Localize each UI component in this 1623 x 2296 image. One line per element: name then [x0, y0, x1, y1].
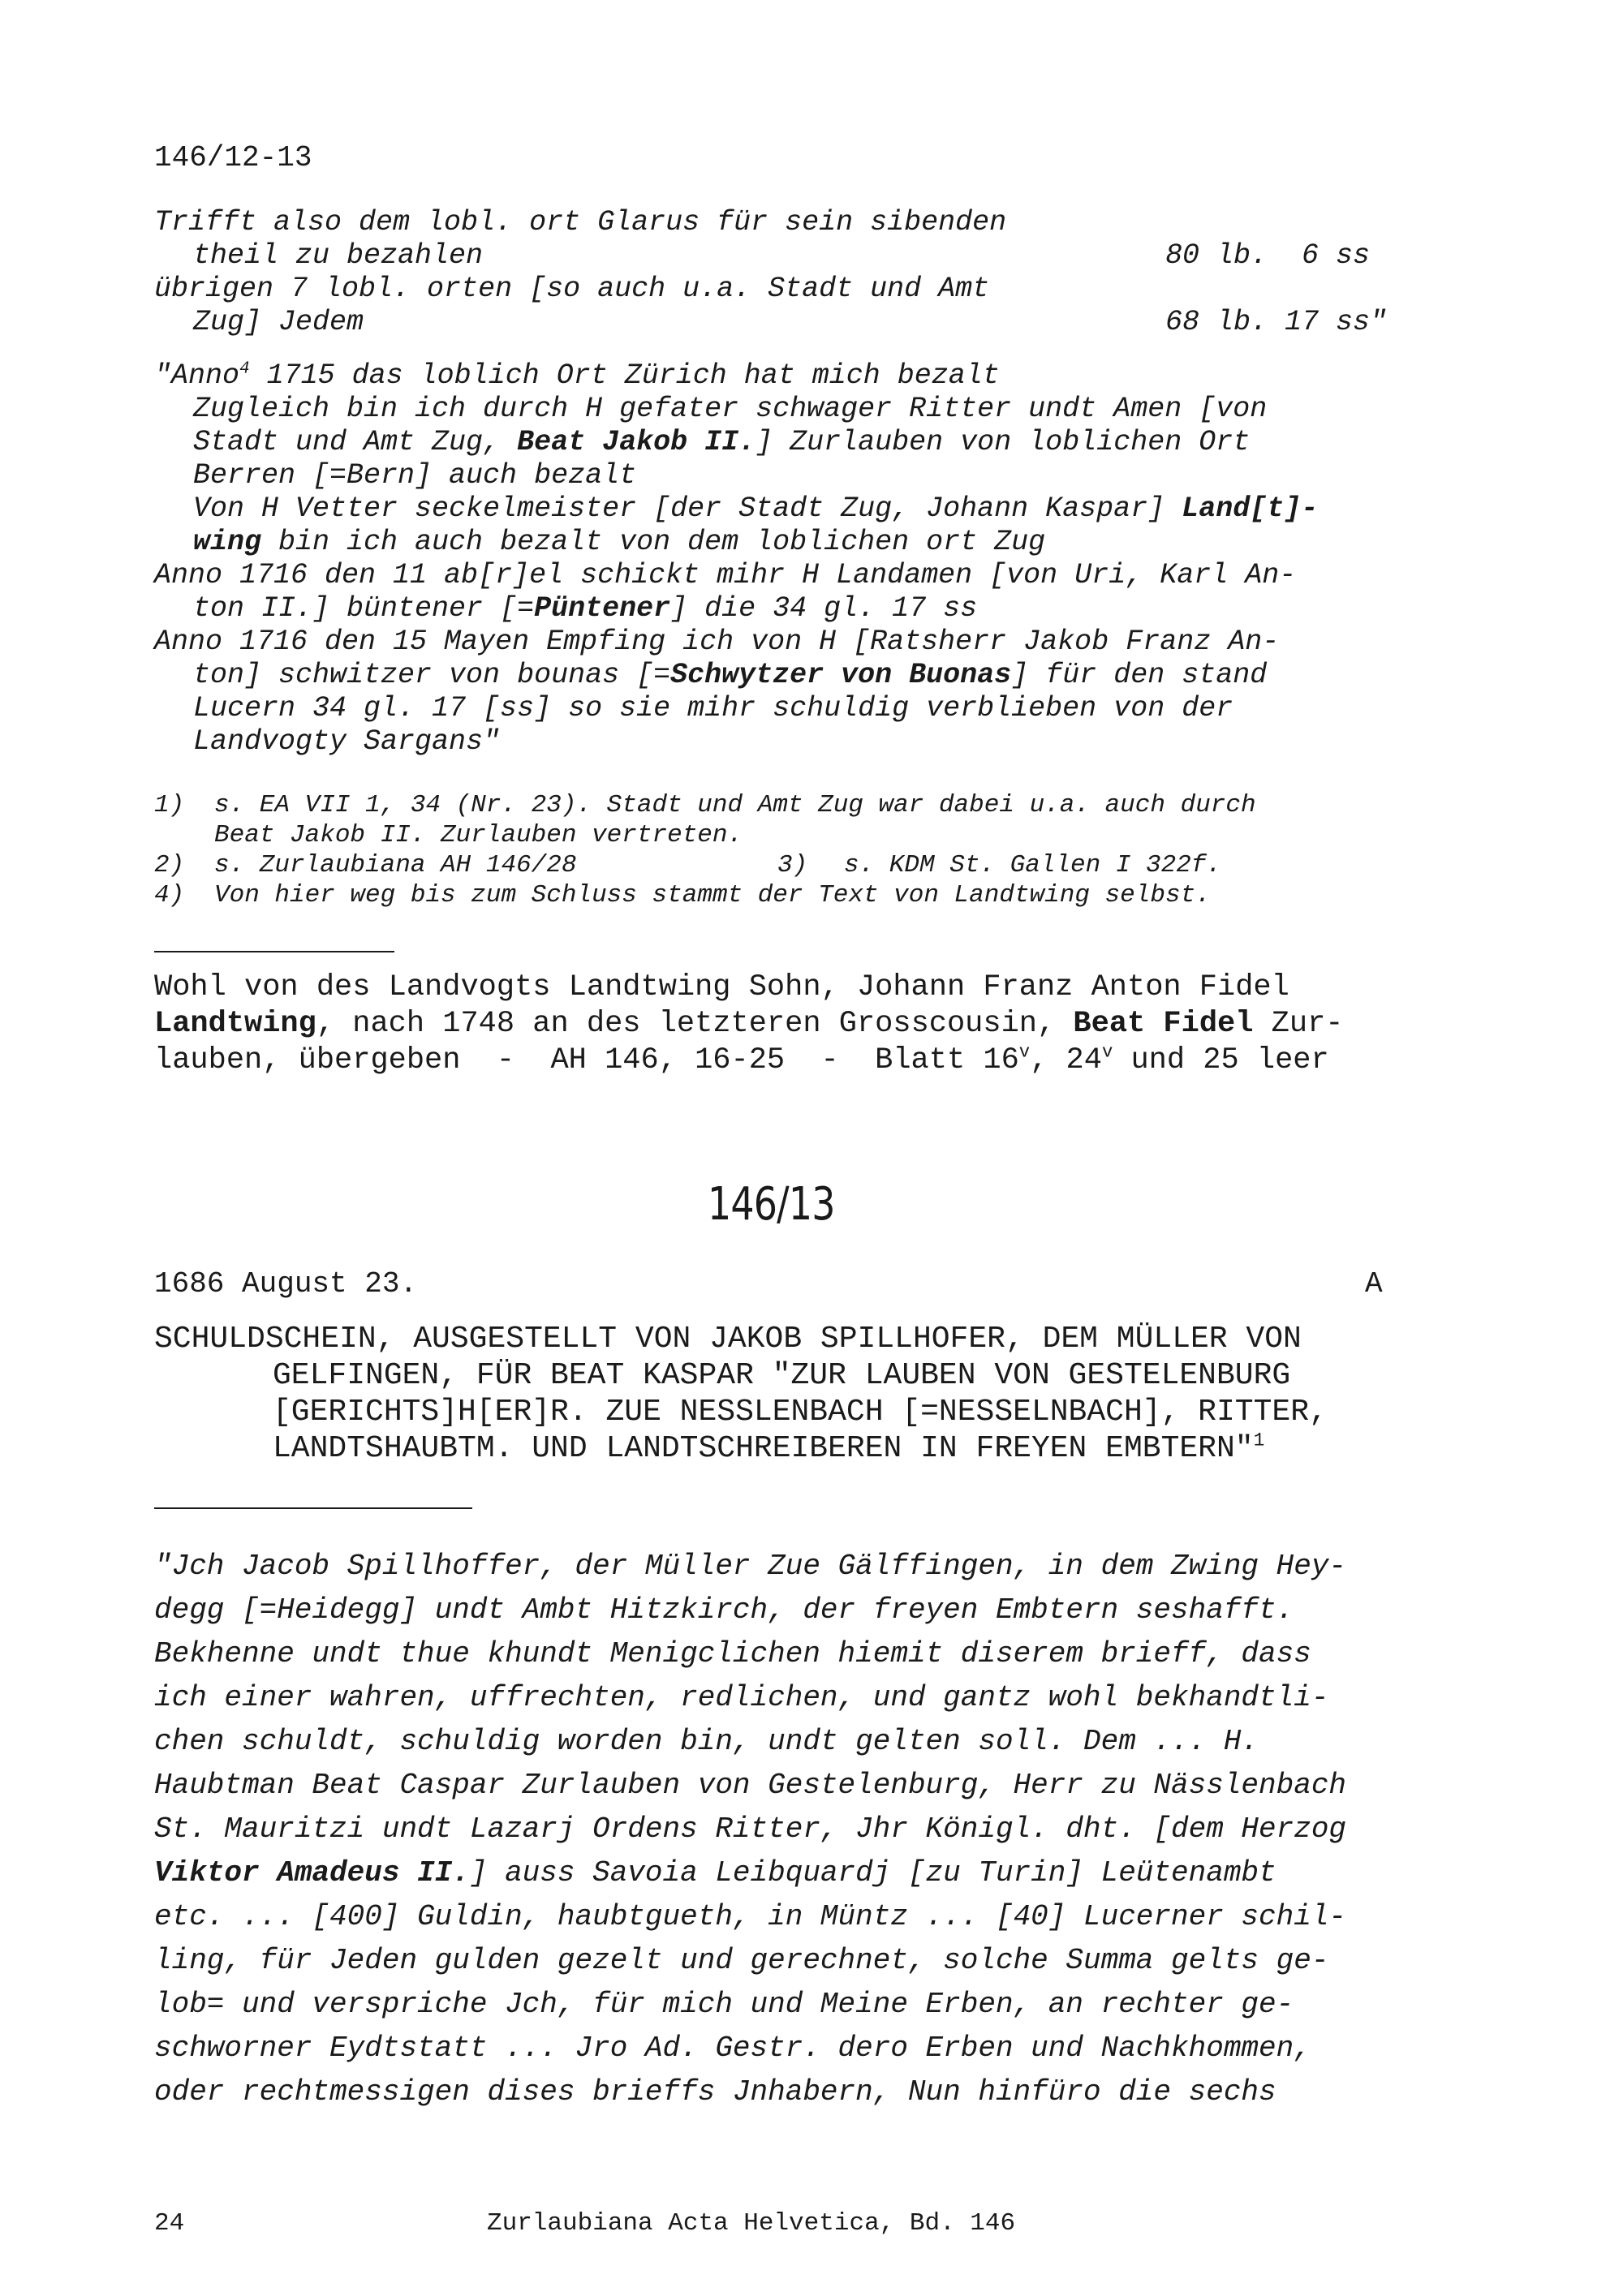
document-heading: GELFINGEN, FÜR BEAT KASPAR "ZUR LAUBEN VON GESTELENBURG [273, 1358, 1291, 1393]
footnote-text: s. EA VII 1, 34 (Nr. 23). Stadt und Amt Zug war dabei u.a. auch durch [214, 791, 1256, 819]
footnote-text: s. KDM St. Gallen I 322f. [844, 851, 1222, 879]
calc-row1-line2: theil zu bezahlen [193, 239, 484, 272]
body-line: lob= und verspriche Jch, für mich und Meine Erben, an rechter ge- [154, 1988, 1294, 2021]
body-line: chen schuldt, schuldig worden bin, undt gelten soll. Dem ... H. [154, 1725, 1259, 1758]
document-date: 1686 August 23. [154, 1267, 418, 1301]
publication-title: Zurlaubiana Acta Helvetica, Bd. 146 [487, 2209, 1016, 2238]
quote-line: Zugleich bin ich durch H gefater schwager Ritter undt Amen [von [193, 393, 1268, 425]
quote-line: ton II.] büntener [=Püntener] die 34 gl. 17 ss [193, 592, 978, 625]
footnote-number: 3) [777, 851, 808, 879]
page-ref: 146/12-13 [154, 141, 312, 174]
provenance-line: Wohl von des Landvogts Landtwing Sohn, Johann Franz Anton Fidel [154, 970, 1289, 1004]
document-mark: A [1365, 1267, 1383, 1301]
quote-line: wing bin ich auch bezalt von dem loblichen ort Zug [193, 526, 1046, 558]
section-title: 146/13 [708, 1178, 835, 1231]
provenance-line: lauben, übergeben - AH 146, 16-25 - Blatt 16$^v$, 24$^v$ und 25 leer [154, 1042, 1329, 1077]
quote-line: Landvogty Sargans" [193, 725, 501, 758]
quote-line: Anno 1716 den 15 Mayen Empfing ich von H [Ratsherr Jakob Franz An- [154, 626, 1280, 658]
body-line: Viktor Amadeus II.] auss Savoia Leibquardj [zu Turin] Leütenambt [154, 1856, 1276, 1890]
quote-line: Stadt und Amt Zug, Beat Jakob II.] Zurlauben von loblichen Ort [193, 426, 1251, 458]
body-line: Haubtman Beat Caspar Zurlauben von Gestelenburg, Herr zu Nässlenbach [154, 1769, 1347, 1802]
quote-line: ton] schwitzer von bounas [=Schwytzer von Buonas] für den stand [193, 659, 1268, 691]
footnote-number: 4) [154, 881, 185, 909]
calc-row1-line1: Trifft also dem lobl. ort Glarus für sein sibenden [154, 206, 1007, 239]
body-line: oder rechtmessigen dises brieffs Jnhabern, Nun hinfüro die sechs [154, 2075, 1276, 2109]
footnote-text: Von hier weg bis zum Schluss stammt der Text von Landtwing selbst. [214, 881, 1211, 909]
divider [154, 951, 394, 952]
quote-line: Anno 1716 den 11 ab[r]el schickt mihr H Landamen [von Uri, Karl An- [154, 559, 1297, 591]
document-heading: LANDTSHAUBTM. UND LANDTSCHREIBEREN IN FREYEN EMBTERN"$^1$ [273, 1430, 1265, 1466]
document-heading: [GERICHTS]H[ER]R. ZUE NESSLENBACH [=NESSELNBACH], RITTER, [273, 1395, 1328, 1430]
footnote-number: 2) [154, 851, 185, 879]
quote-line: "Anno$^4$ 1715 das loblich Ort Zürich hat mich bezalt [154, 359, 1000, 392]
calc-row2-amount: 68 lb. 17 ss" [1165, 306, 1388, 338]
quote-line: Von H Vetter seckelmeister [der Stadt Zug, Johann Kaspar] Land[t]- [193, 492, 1319, 525]
body-line: ich einer wahren, uffrechten, redlichen, und gantz wohl bekhandtli- [154, 1681, 1329, 1714]
footnote-text: Beat Jakob II. Zurlauben vertreten. [214, 821, 743, 849]
quote-line: Berren [=Bern] auch bezalt [193, 459, 637, 492]
calc-row2-line2: Zug] Jedem [193, 306, 364, 338]
body-line: St. Mauritzi undt Lazarj Ordens Ritter, Jhr Königl. dht. [dem Herzog [154, 1812, 1347, 1846]
divider [154, 1507, 472, 1509]
body-line: ling, für Jeden gulden gezelt und gerechnet, solche Summa gelts ge- [154, 1944, 1329, 1977]
provenance-line: Landtwing, nach 1748 an des letzteren Grosscousin, Beat Fidel Zur- [154, 1007, 1344, 1041]
calc-row1-amount: 80 lb. 6 ss [1165, 239, 1371, 272]
body-line: degg [=Heidegg] undt Ambt Hitzkirch, der freyen Embtern seshafft. [154, 1593, 1294, 1627]
body-line: etc. ... [400] Guldin, haubtgueth, in Müntz ... [40] Lucerner schil- [154, 1900, 1347, 1933]
footnote-text: s. Zurlaubiana AH 146/28 [214, 851, 577, 879]
footnote-number: 1) [154, 791, 185, 819]
page-number: 24 [154, 2209, 185, 2238]
body-line: Bekhenne undt thue khundt Menigclichen hiemit diserem brieff, dass [154, 1637, 1311, 1670]
body-line: schworner Eydtstatt ... Jro Ad. Gestr. dero Erben und Nachkhommen, [154, 2032, 1311, 2065]
quote-line: Lucern 34 gl. 17 [ss] so sie mihr schuldig verblieben von der [193, 692, 1233, 724]
document-heading: SCHULDSCHEIN, AUSGESTELLT VON JAKOB SPILLHOFER, DEM MÜLLER VON [154, 1322, 1302, 1357]
calc-row2-line1: übrigen 7 lobl. orten [so auch u.a. Stadt und Amt [154, 273, 990, 305]
body-line: "Jch Jacob Spillhoffer, der Müller Zue Gälffingen, in dem Zwing Hey- [154, 1550, 1347, 1583]
